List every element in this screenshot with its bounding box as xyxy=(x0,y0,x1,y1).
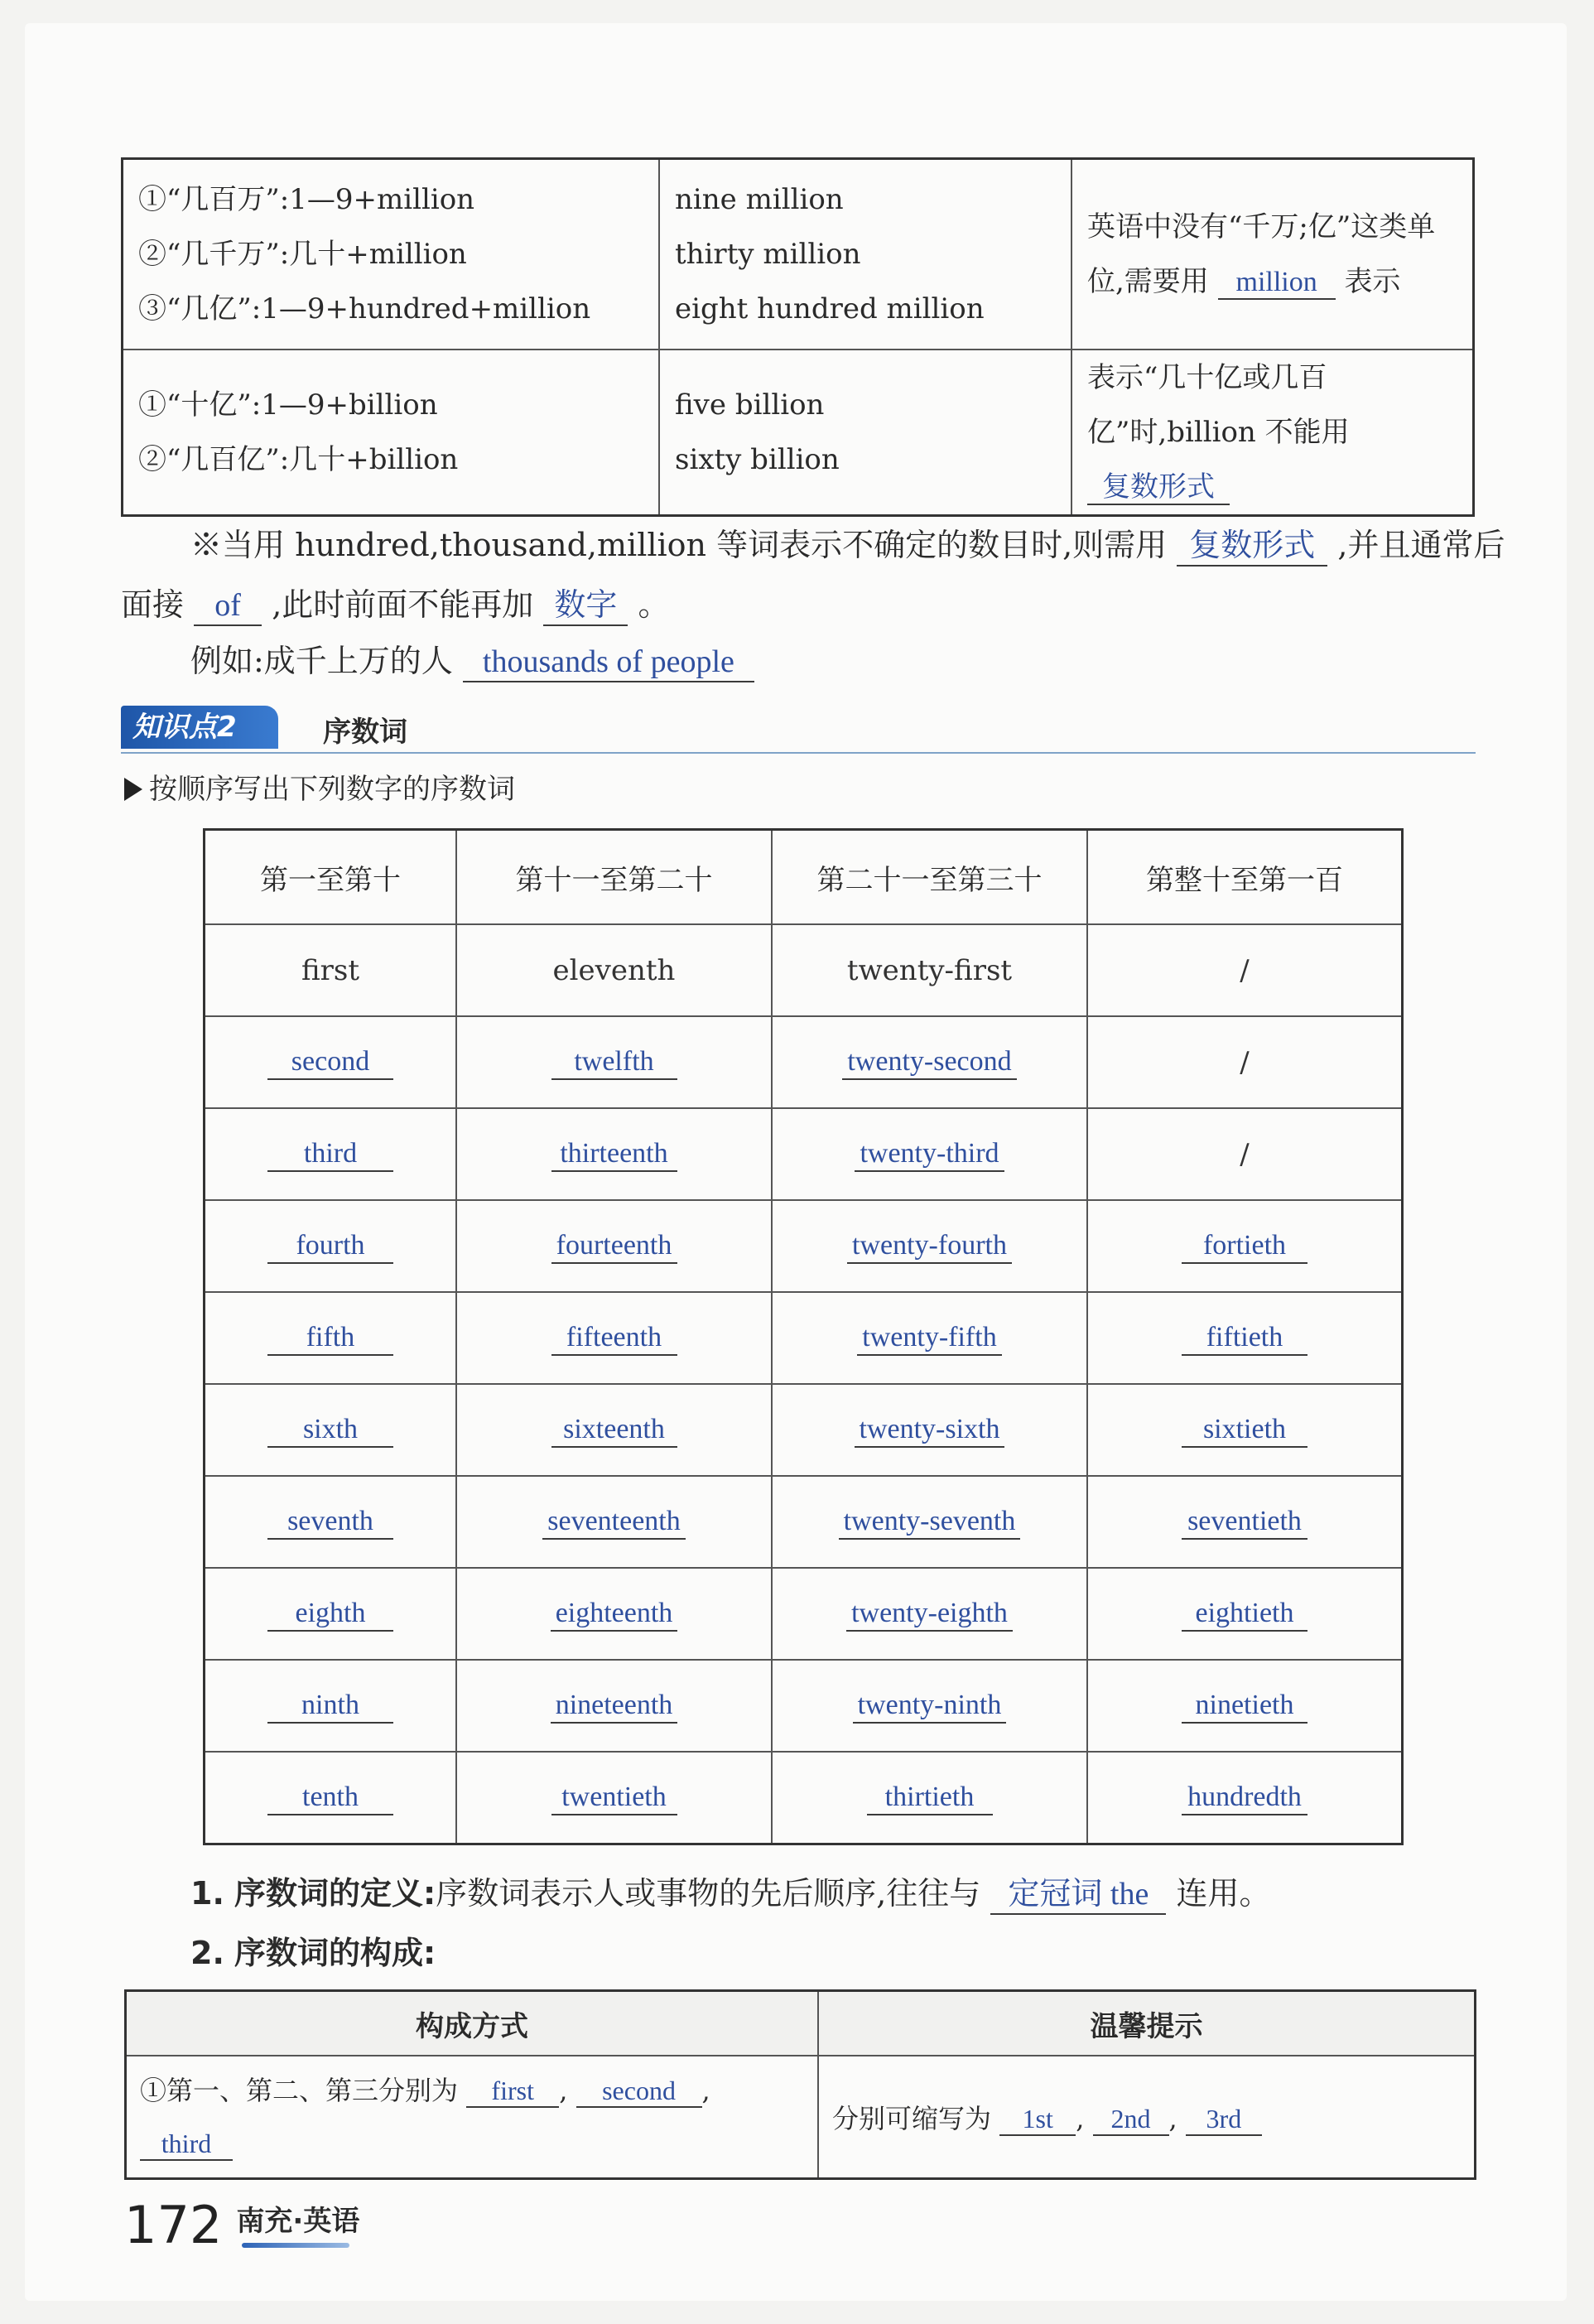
ordinal-answer: twenty-fourth xyxy=(847,1229,1012,1263)
table-row xyxy=(205,1292,1403,1384)
table-row xyxy=(205,1016,1403,1108)
examples-cell xyxy=(659,350,1071,516)
table-cell xyxy=(456,1108,772,1200)
table-cell xyxy=(456,1200,772,1292)
rule-text: ①“十亿”:1—9+billion xyxy=(138,388,438,422)
example-line xyxy=(190,636,754,686)
table-row xyxy=(205,1568,1403,1660)
column-header: 构成方式 xyxy=(126,1991,819,2056)
column-header: 第十一至第二十 xyxy=(456,830,772,925)
table-cell xyxy=(772,1108,1087,1200)
composition-cell: ①第一、第二、第三分别为 first , second , third xyxy=(126,2056,819,2178)
table-row xyxy=(205,1384,1403,1476)
table-cell xyxy=(1087,1200,1403,1292)
table-row xyxy=(126,2056,1476,2178)
answer-blank: 定冠词 the xyxy=(990,1877,1166,1915)
instruction-text: 按顺序写出下列数字的序数词 xyxy=(149,773,515,806)
table-cell xyxy=(205,1568,457,1660)
table-cell xyxy=(456,1292,772,1384)
slash-mark: / xyxy=(1240,1045,1250,1079)
table-cell xyxy=(1087,1016,1403,1108)
example-text: nine million xyxy=(675,182,844,216)
ordinal-answer: eightieth xyxy=(1182,1597,1307,1631)
point-label: 序数词的构成: xyxy=(234,1935,436,1971)
answer-blank: first xyxy=(466,2076,559,2108)
table-cell xyxy=(205,1752,457,1844)
example-label: 例如:成千上万的人 xyxy=(190,643,453,679)
ordinal-answer: nineteenth xyxy=(551,1689,678,1723)
cell-text: 分别可缩写为 xyxy=(832,2102,992,2134)
ordinal-answer: twenty-third xyxy=(855,1137,1004,1171)
column-header: 温馨提示 xyxy=(818,1991,1476,2056)
table-header-row xyxy=(126,1991,1476,2056)
answer-blank: million xyxy=(1218,266,1336,300)
table-cell xyxy=(772,1568,1087,1660)
ordinal-answer: third xyxy=(267,1137,393,1171)
answer-blank: thousands of people xyxy=(463,644,754,682)
table-cell xyxy=(1087,1292,1403,1384)
paragraph-text: 面接 xyxy=(121,586,185,623)
point-text: 序数词表示人或事物的先后顺序,往往与 xyxy=(436,1875,981,1912)
paragraph-text: ※当用 hundred,thousand,million 等词表示不确定的数目时,则需用 xyxy=(190,527,1168,563)
ordinal-answer: fortieth xyxy=(1182,1229,1307,1263)
ordinal-answer: fifth xyxy=(267,1321,393,1355)
table-row xyxy=(123,350,1474,516)
table-cell xyxy=(205,1660,457,1752)
table-row xyxy=(205,924,1403,1016)
table-cell xyxy=(1087,1476,1403,1568)
point-number: 2. xyxy=(190,1935,224,1971)
table-cell xyxy=(456,1752,772,1844)
table-cell xyxy=(205,1108,457,1200)
paragraph-text: ,此时前面不能再加 xyxy=(272,586,534,623)
ordinal-answer: twenty-fifth xyxy=(857,1321,1001,1355)
table-cell xyxy=(772,1660,1087,1752)
point-text: 连用。 xyxy=(1176,1875,1271,1912)
ordinal-answer: second xyxy=(267,1045,393,1079)
table-cell xyxy=(205,1200,457,1292)
ordinal-answer: sixteenth xyxy=(551,1413,677,1447)
table-cell xyxy=(772,1200,1087,1292)
table-cell xyxy=(772,1752,1087,1844)
ordinal-answer: seventeenth xyxy=(542,1505,686,1539)
table-cell xyxy=(772,1476,1087,1568)
ordinal-printed: first xyxy=(301,953,360,987)
answer-blank: 复数形式 xyxy=(1087,471,1230,505)
table-row xyxy=(205,1752,1403,1844)
table-cell xyxy=(205,1476,457,1568)
cell-text: ①第一、第二、第三分别为 xyxy=(140,2074,459,2106)
table-cell xyxy=(456,1660,772,1752)
tip-cell: 分别可缩写为 1st , 2nd , 3rd xyxy=(818,2056,1476,2178)
answer-blank: 数字 xyxy=(543,588,628,626)
example-text: eight hundred million xyxy=(675,292,985,325)
page-footer xyxy=(124,2195,359,2255)
point-label: 序数词的定义: xyxy=(234,1875,436,1912)
table-cell xyxy=(1087,1108,1403,1200)
table-cell xyxy=(772,924,1087,1016)
number-units-table xyxy=(121,157,1475,517)
footer-underline xyxy=(242,2243,349,2248)
slash-mark: / xyxy=(1240,953,1250,987)
ordinal-printed: eleventh xyxy=(552,953,676,987)
table-row xyxy=(205,1476,1403,1568)
ordinal-table xyxy=(203,828,1404,1845)
note-text: 表示 xyxy=(1344,264,1401,298)
table-row xyxy=(205,1660,1403,1752)
table-row xyxy=(205,1108,1403,1200)
ordinal-printed: twenty-first xyxy=(846,953,1013,987)
note-paragraph-line1 xyxy=(190,520,1505,570)
column-header: 第整十至第一百 xyxy=(1087,830,1403,925)
table-cell xyxy=(456,1384,772,1476)
rule-text: ②“几千万”:几十+million xyxy=(138,237,467,271)
ordinal-answer: eighteenth xyxy=(551,1597,678,1631)
paragraph-text: 。 xyxy=(638,586,670,623)
note-paragraph-line2 xyxy=(121,580,670,629)
table-cell xyxy=(456,1568,772,1660)
column-header: 第一至第十 xyxy=(205,830,457,925)
answer-blank: third xyxy=(140,2129,233,2161)
table-cell xyxy=(1087,1660,1403,1752)
paragraph-text: ,并且通常后 xyxy=(1337,527,1505,563)
composition-table xyxy=(124,1989,1476,2180)
example-text: thirty million xyxy=(675,237,861,271)
answer-blank: of xyxy=(194,588,262,626)
table-cell xyxy=(1087,1384,1403,1476)
table-cell xyxy=(1087,924,1403,1016)
ordinal-answer: sixth xyxy=(267,1413,393,1447)
table-cell xyxy=(456,1016,772,1108)
table-cell xyxy=(205,924,457,1016)
table-row xyxy=(123,159,1474,350)
ordinal-answer: ninth xyxy=(267,1689,393,1723)
table-row xyxy=(205,1200,1403,1292)
ordinal-answer: seventh xyxy=(267,1505,393,1539)
rules-cell xyxy=(123,159,660,350)
examples-cell xyxy=(659,159,1071,350)
slash-mark: / xyxy=(1240,1137,1250,1171)
rule-text: ①“几百万”:1—9+million xyxy=(138,182,475,216)
point-2 xyxy=(190,1928,436,1978)
ordinal-answer: twenty-seventh xyxy=(839,1505,1021,1539)
ordinal-answer: twelfth xyxy=(551,1045,677,1079)
point-number: 1. xyxy=(190,1875,224,1912)
ordinal-answer: hundredth xyxy=(1182,1781,1307,1815)
answer-blank: second xyxy=(576,2076,702,2108)
ordinal-answer: thirteenth xyxy=(551,1137,677,1171)
table-cell xyxy=(1087,1752,1403,1844)
footer-title: 南充·英语 xyxy=(236,2205,360,2238)
note-text: 英语中没有“千万;亿”这类单位,需要用 xyxy=(1087,210,1436,298)
ordinal-answer: sixtieth xyxy=(1182,1413,1307,1447)
example-text: five billion xyxy=(675,388,825,422)
table-cell xyxy=(205,1292,457,1384)
table-cell xyxy=(456,1476,772,1568)
table-cell xyxy=(772,1016,1087,1108)
column-header: 第二十一至第三十 xyxy=(772,830,1087,925)
table-cell xyxy=(1087,1568,1403,1660)
instruction xyxy=(124,766,515,807)
page-number: 172 xyxy=(124,2195,223,2255)
answer-blank: 1st xyxy=(999,2104,1076,2136)
table-header-row xyxy=(205,830,1403,925)
rules-cell xyxy=(123,350,660,516)
triangle-bullet-icon xyxy=(124,778,142,801)
table-cell xyxy=(772,1292,1087,1384)
note-text: 表示“几十亿或几百亿”时,billion 不能用 xyxy=(1087,360,1350,449)
ordinal-answer: twentieth xyxy=(551,1781,677,1815)
ordinal-answer: twenty-second xyxy=(842,1045,1016,1079)
answer-blank: 2nd xyxy=(1093,2104,1169,2136)
ordinal-answer: fourteenth xyxy=(551,1229,677,1263)
ordinal-answer: ninetieth xyxy=(1182,1689,1307,1723)
note-cell xyxy=(1071,350,1474,516)
section-title: 序数词 xyxy=(323,716,407,749)
answer-blank: 复数形式 xyxy=(1177,528,1327,567)
section-header xyxy=(121,706,1476,754)
ordinal-answer: twenty-sixth xyxy=(855,1413,1005,1447)
rule-text: ③“几亿”:1—9+hundred+million xyxy=(138,292,591,325)
table-cell xyxy=(205,1016,457,1108)
ordinal-answer: eighth xyxy=(267,1597,393,1631)
note-cell xyxy=(1071,159,1474,350)
table-cell xyxy=(205,1384,457,1476)
ordinal-answer: seventieth xyxy=(1182,1505,1307,1539)
rule-text: ②“几百亿”:几十+billion xyxy=(138,442,459,476)
answer-blank: 3rd xyxy=(1186,2104,1262,2136)
ordinal-answer: tenth xyxy=(267,1781,393,1815)
ordinal-answer: fourth xyxy=(267,1229,393,1263)
ordinal-answer: twenty-eighth xyxy=(846,1597,1013,1631)
ordinal-answer: thirtieth xyxy=(867,1781,993,1815)
knowledge-point-badge: 知识点2 xyxy=(121,706,278,749)
ordinal-answer: fifteenth xyxy=(551,1321,677,1355)
ordinal-answer: twenty-ninth xyxy=(853,1689,1007,1723)
table-cell xyxy=(772,1384,1087,1476)
ordinal-answer: fiftieth xyxy=(1182,1321,1307,1355)
example-text: sixty billion xyxy=(675,442,840,476)
point-1 xyxy=(190,1868,1270,1918)
table-cell xyxy=(456,924,772,1016)
